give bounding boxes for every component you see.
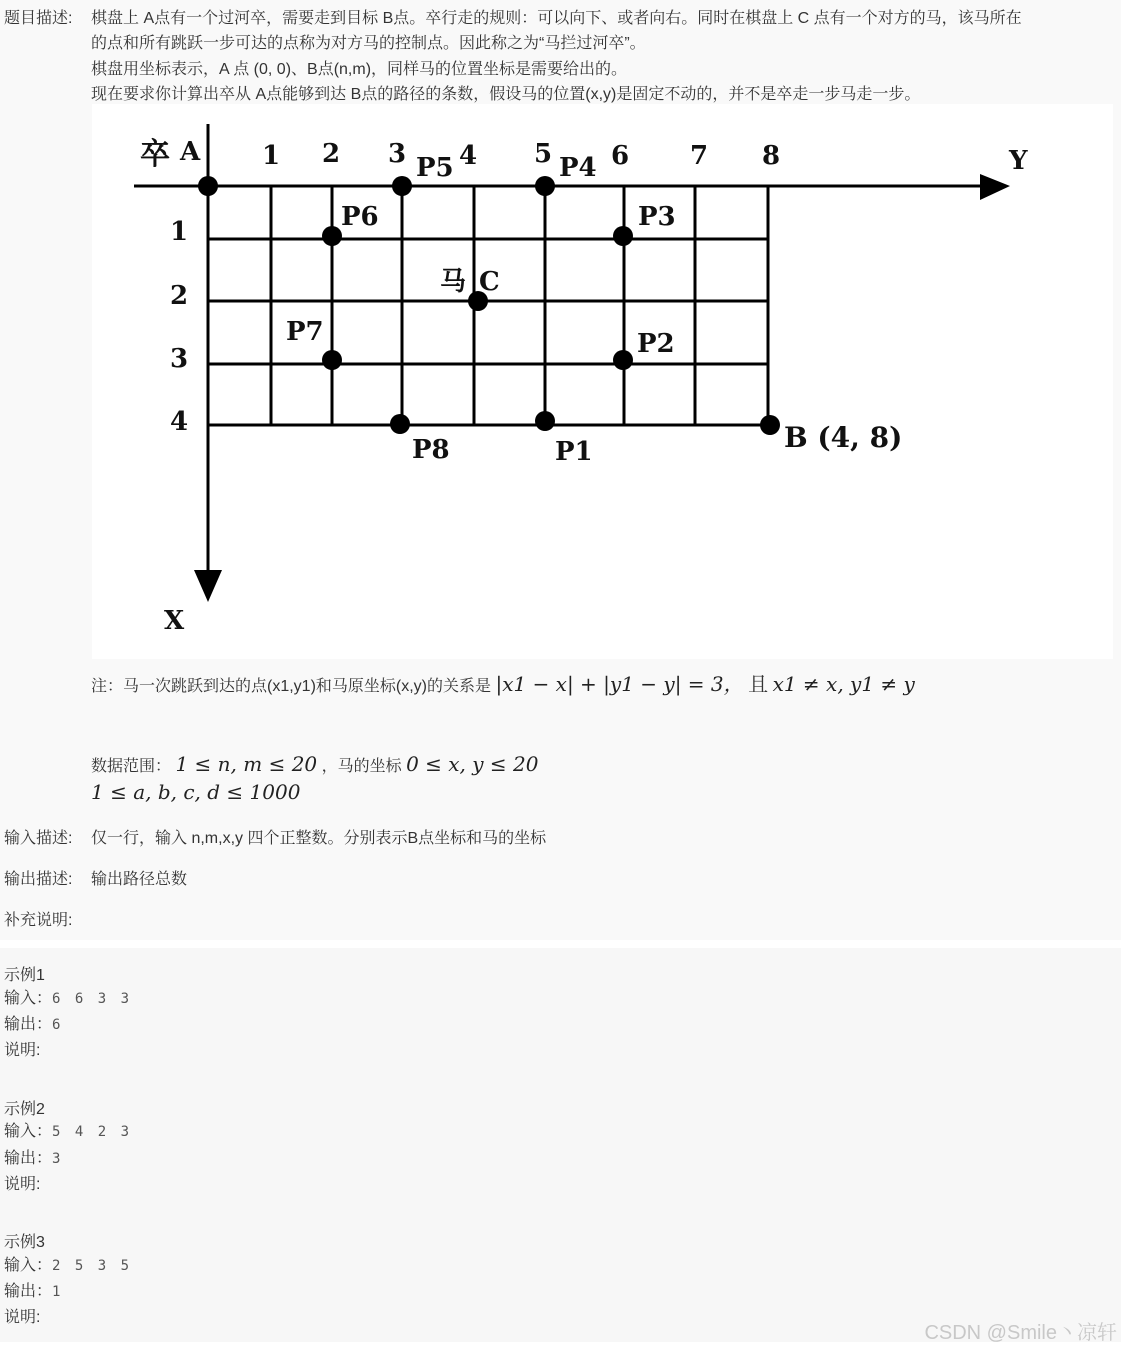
row-label: 2	[170, 281, 189, 311]
sample-output-label: 输出：	[4, 1283, 53, 1300]
sample-title: 示例2	[4, 1101, 45, 1118]
pawn-label: 卒	[140, 137, 170, 172]
knight-move-note	[91, 668, 915, 697]
sample-output-row	[4, 1278, 63, 1301]
point-b-marker	[760, 415, 780, 435]
range-formula-1: 1 ≤ n, m ≤ 20	[175, 752, 318, 776]
row-label: 4	[170, 407, 189, 437]
description-label: 题目描述:	[4, 10, 73, 27]
col-label: 2	[322, 139, 341, 169]
control-point-label: P5	[416, 153, 454, 183]
input-description-text: 仅一行，输入 n,m,x,y 四个正整数。分别表示B点坐标和马的坐标	[91, 830, 547, 847]
sample-output-value: 6	[52, 1017, 64, 1033]
col-label: 4	[459, 141, 478, 171]
y-axis-arrow-icon	[980, 174, 1010, 200]
output-description-label: 输出描述:	[4, 871, 73, 888]
sample-input-row	[4, 1118, 132, 1141]
board-grid	[134, 124, 984, 574]
note-and: 且	[748, 674, 769, 696]
point-a-label: A	[180, 137, 201, 167]
point-b-label: B (4, 8)	[784, 421, 903, 454]
col-label: 6	[611, 141, 630, 171]
sample-input-value: 2 5 3 5	[52, 1258, 133, 1274]
col-label: 1	[262, 141, 281, 171]
control-point-label: P1	[555, 437, 593, 467]
control-point-label: P6	[341, 202, 379, 232]
sample-input-row	[4, 985, 132, 1008]
note-formula-2: x1 ≠ x, y1 ≠ y	[772, 672, 915, 696]
control-point-label: P2	[637, 329, 675, 359]
sample-title: 示例3	[4, 1234, 45, 1251]
col-label: 7	[690, 141, 709, 171]
sample-note-label: 说明:	[4, 1176, 41, 1193]
sample-input-value: 5 4 2 3	[52, 1124, 133, 1140]
sample-input-row	[4, 1252, 132, 1275]
samples-panel	[0, 948, 1121, 1342]
horse-label: 马	[440, 267, 467, 297]
control-point-label: P4	[559, 153, 597, 183]
data-range-line-2	[91, 780, 300, 804]
sample-output-label: 输出：	[4, 1016, 53, 1033]
extra-notes-label: 补充说明:	[4, 912, 73, 929]
sample-output-value: 3	[52, 1151, 64, 1167]
control-point-label: P8	[412, 435, 450, 465]
sample-input-label: 输入：	[4, 1257, 53, 1274]
sample-output-row	[4, 1011, 63, 1034]
chessboard-figure	[92, 104, 1113, 659]
y-axis-label: Y	[1009, 146, 1028, 176]
sample-input-value: 6 6 3 3	[52, 991, 133, 1007]
sample-title: 示例1	[4, 967, 45, 984]
sample-output-label: 输出：	[4, 1150, 53, 1167]
x-axis-label: X	[164, 606, 185, 636]
description-line-2: 的点和所有跳跃一步可达的点称为对方马的控制点。因此称之为“马拦过河卒”。	[91, 35, 646, 52]
sample-input-label: 输入：	[4, 1123, 53, 1140]
row-label: 3	[170, 344, 189, 374]
row-label: 1	[170, 217, 189, 247]
sample-input-label: 输入：	[4, 990, 53, 1007]
note-prefix: 注：马一次跳跃到达的点(x1,y1)和马原坐标(x,y)的关系是	[91, 678, 492, 695]
note-formula: |x1 − x| + |y1 − y| = 3，	[495, 672, 744, 696]
point-a-marker	[198, 176, 218, 196]
col-label: 5	[534, 139, 553, 169]
sample-note-label: 说明:	[4, 1309, 41, 1326]
range-prefix: 数据范围：	[91, 758, 172, 775]
sample-note-label: 说明:	[4, 1042, 41, 1059]
description-line-1: 棋盘上 A点有一个过河卒，需要走到目标 B点。卒行走的规则：可以向下、或者向右。同时在棋盘上 C 点有一个对方的马，该马所在	[91, 10, 1022, 27]
description-line-4: 现在要求你计算出卒从 A点能够到达 B点的路径的条数，假设马的位置(x,y)是固定不动的，并不是卒走一步马走一步。	[91, 86, 921, 103]
data-range-line-1	[91, 752, 539, 776]
sample-output-value: 1	[52, 1284, 64, 1300]
sample-output-row	[4, 1145, 63, 1168]
x-axis-arrow-icon	[194, 570, 222, 602]
col-label: 3	[388, 139, 407, 169]
range-mid: ，马的坐标	[321, 758, 402, 775]
control-point-label: P7	[286, 317, 324, 347]
range-formula-3: 1 ≤ a, b, c, d ≤ 1000	[91, 780, 301, 804]
watermark: CSDN @Smile丶凉轩	[924, 1322, 1117, 1344]
point-c-label: C	[479, 267, 500, 297]
output-description-text: 输出路径总数	[91, 871, 188, 888]
description-line-3: 棋盘用坐标表示，A 点 (0, 0)、B点(n,m)，同样马的位置坐标是需要给出的。	[91, 61, 628, 78]
col-label: 8	[762, 141, 781, 171]
range-formula-2: 0 ≤ x, y ≤ 20	[406, 752, 539, 776]
input-description-label: 输入描述:	[4, 830, 73, 847]
control-point-label: P3	[638, 202, 676, 232]
chessboard-diagram	[92, 104, 1113, 659]
control-point-markers	[198, 176, 780, 435]
